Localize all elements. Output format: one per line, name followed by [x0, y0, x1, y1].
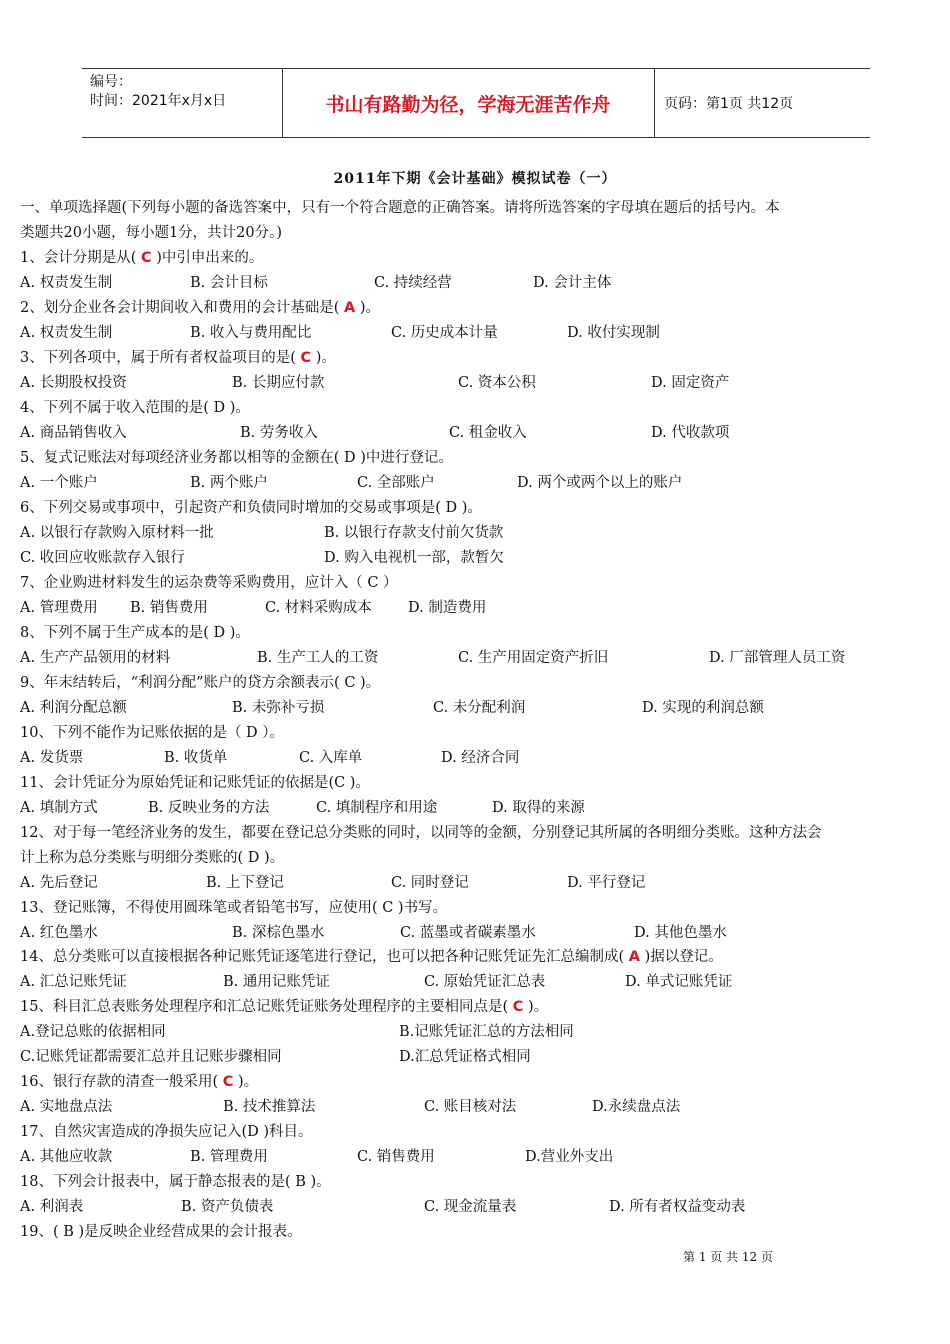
option-item: B. 长期应付款: [232, 375, 325, 391]
option-item: C. 销售费用: [357, 1149, 435, 1165]
question-stem: [20, 771, 370, 792]
question-text-tail: )据以登记。: [644, 949, 723, 965]
question-text-tail: )。: [527, 999, 549, 1015]
option-item: D. 收付实现制: [567, 325, 660, 341]
option-item: C. 全部账户: [357, 475, 435, 491]
question-text: 11、会计凭证分为原始凭证和记账凭证的依据是(C )。: [20, 775, 370, 791]
question-text: 14、总分类账可以直接根据各种记账凭证逐笔进行登记，也可以把各种记账凭证先汇总编制成(: [20, 949, 625, 965]
option-item: C.记账凭证都需要汇总并且记账步骤相同: [20, 1049, 282, 1065]
question-text-tail: )中引申出来的。: [156, 250, 264, 266]
question-stem-cont: 计上称为总分类账与明细分类账的( D )。: [20, 850, 285, 866]
question-stem: [20, 671, 380, 692]
question-text-tail: )。: [237, 1074, 259, 1090]
question-stem: [20, 1170, 331, 1191]
option-item: B. 上下登记: [206, 875, 284, 891]
option-item: C. 原始凭证汇总表: [424, 974, 546, 990]
option-item: B. 销售费用: [130, 600, 208, 616]
header-page-info: 页码：第1页 共12页: [664, 96, 794, 112]
question-stem: [20, 346, 336, 367]
option-item: C. 同时登记: [391, 875, 469, 891]
option-item: B. 技术推算法: [223, 1099, 316, 1115]
option-item: D. 所有者权益变动表: [609, 1199, 746, 1215]
answer-mark: C: [222, 1074, 234, 1090]
option-item: D. 购入电视机一部，款暂欠: [324, 550, 504, 566]
question-stem: [20, 995, 548, 1016]
question-text: 16、银行存款的清查一般采用(: [20, 1074, 219, 1090]
option-item: C. 资本公积: [458, 375, 536, 391]
option-item: D. 厂部管理人员工资: [709, 650, 846, 666]
answer-mark: C: [141, 250, 152, 266]
option-item: D. 固定资产: [651, 375, 730, 391]
question-text: 18、下列会计报表中，属于静态报表的是( B )。: [20, 1174, 331, 1190]
option-item: D. 会计主体: [533, 275, 612, 291]
option-item: B. 收入与费用配比: [190, 325, 312, 341]
option-item: B. 深棕色墨水: [232, 925, 325, 941]
answer-mark: C: [512, 999, 524, 1015]
page-header: [82, 68, 870, 138]
question-text: 9、年末结转后，“利润分配”账户的贷方余额表示( C )。: [20, 675, 381, 691]
option-item: B. 劳务收入: [240, 425, 318, 441]
option-item: A. 长期股权投资: [20, 375, 127, 391]
question-text: 19、( B )是反映企业经营成果的会计报表。: [20, 1224, 302, 1240]
option-item: A. 发货票: [20, 750, 84, 766]
question-stem: [20, 1220, 302, 1241]
option-item: B. 会计目标: [190, 275, 268, 291]
option-item: A.登记总账的依据相同: [20, 1024, 166, 1040]
option-item: C. 持续经营: [374, 275, 452, 291]
question-stem: [20, 621, 250, 642]
question-text: 1、会计分期是从(: [20, 250, 137, 266]
question-text: 13、登记账簿，不得使用圆珠笔或者铅笔书写，应使用( C )书写。: [20, 900, 448, 916]
time-label: 时间：2021年x月x日: [90, 93, 227, 109]
option-item: A. 以银行存款购入原材料一批: [20, 525, 214, 541]
option-item: C. 蓝墨或者碳素墨水: [400, 925, 536, 941]
option-item: D. 实现的利润总额: [642, 700, 764, 716]
question-stem: [20, 571, 398, 592]
section-intro-line1: 一、单项选择题(下列每小题的备选答案中，只有一个符合题意的正确答案。请将所选答案的字母填在题后的括号内。本: [20, 200, 780, 216]
option-item: A. 填制方式: [20, 800, 98, 816]
section-intro-line2: 类题共20小题，每小题1分，共计20分。): [20, 225, 283, 241]
option-item: C. 未分配利润: [433, 700, 526, 716]
option-item: C. 历史成本计量: [391, 325, 498, 341]
option-item: B. 管理费用: [190, 1149, 268, 1165]
answer-mark: A: [344, 300, 356, 316]
question-text: 12、对于每一笔经济业务的发生，都要在登记总分类账的同时，以同等的金额，分别登记其所属的各明细分类账。这种方法会: [20, 825, 822, 841]
question-text: 6、下列交易或事项中，引起资产和负债同时增加的交易或事项是( D )。: [20, 500, 482, 516]
option-item: A. 权责发生制: [20, 275, 113, 291]
answer-mark: A: [628, 949, 640, 965]
number-label: 编号：: [90, 74, 132, 90]
question-stem: [20, 396, 250, 417]
option-item: B.记账凭证汇总的方法相同: [399, 1024, 574, 1040]
option-item: A. 商品销售收入: [20, 425, 127, 441]
question-stem: [20, 246, 263, 267]
option-item: D.汇总凭证格式相同: [399, 1049, 531, 1065]
page-footer: 第 1 页 共 12 页: [683, 1250, 773, 1264]
option-item: C. 填制程序和用途: [316, 800, 438, 816]
question-text: 8、下列不属于生产成本的是( D )。: [20, 625, 250, 641]
option-item: C. 材料采购成本: [265, 600, 372, 616]
question-text: 15、科目汇总表账务处理程序和汇总记账凭证账务处理程序的主要相同点是(: [20, 999, 509, 1015]
option-item: C. 现金流量表: [424, 1199, 517, 1215]
question-stem: [20, 1120, 313, 1141]
question-text: 4、下列不属于收入范围的是( D )。: [20, 400, 250, 416]
question-stem: [20, 896, 447, 917]
option-item: B. 两个账户: [190, 475, 268, 491]
header-meta: [90, 73, 280, 111]
option-item: A. 一个账户: [20, 475, 98, 491]
question-text: 2、划分企业各会计期间收入和费用的会计基础是(: [20, 300, 340, 316]
option-item: B. 生产工人的工资: [257, 650, 379, 666]
option-item: A. 先后登记: [20, 875, 98, 891]
option-item: D. 平行登记: [567, 875, 646, 891]
option-item: D. 制造费用: [408, 600, 487, 616]
option-item: A. 管理费用: [20, 600, 98, 616]
option-item: D. 两个或两个以上的账户: [517, 475, 683, 491]
option-item: D. 取得的来源: [492, 800, 585, 816]
question-text-tail: )。: [315, 350, 336, 366]
option-item: B. 通用记账凭证: [223, 974, 330, 990]
option-item: D. 代收款项: [651, 425, 730, 441]
option-item: A. 利润分配总额: [20, 700, 127, 716]
option-item: A. 其他应收款: [20, 1149, 113, 1165]
header-divider: [654, 69, 655, 137]
option-item: B. 资产负债表: [181, 1199, 274, 1215]
option-item: A. 利润表: [20, 1199, 84, 1215]
option-item: B. 收货单: [164, 750, 228, 766]
question-text: 17、自然灾害造成的净损失应记入(D )科目。: [20, 1124, 313, 1140]
option-item: B. 反映业务的方法: [148, 800, 270, 816]
exam-title: 2011年下期《会计基础》模拟试卷（一）: [333, 171, 617, 187]
option-item: A. 红色墨水: [20, 925, 98, 941]
option-item: D.营业外支出: [525, 1149, 614, 1165]
option-item: D.永续盘点法: [592, 1099, 681, 1115]
question-stem: [20, 721, 284, 742]
option-item: D. 单式记账凭证: [625, 974, 733, 990]
option-item: B. 以银行存款支付前欠货款: [324, 525, 504, 541]
question-text-tail: )。: [359, 300, 381, 316]
option-item: A. 实地盘点法: [20, 1099, 113, 1115]
header-motto: 书山有路勤为径，学海无涯苦作舟: [325, 93, 611, 116]
question-stem: [20, 945, 723, 966]
question-stem: [20, 496, 482, 517]
option-item: A. 汇总记账凭证: [20, 974, 127, 990]
option-item: A. 权责发生制: [20, 325, 113, 341]
option-item: C. 生产用固定资产折旧: [458, 650, 609, 666]
question-stem: [20, 446, 453, 467]
option-item: C. 账目核对法: [424, 1099, 517, 1115]
question-text: 7、企业购进材料发生的运杂费等采购费用，应计入（ C ）: [20, 575, 398, 591]
option-item: C. 入库单: [299, 750, 363, 766]
answer-mark: C: [300, 350, 312, 366]
question-text: 5、复式记账法对每项经济业务都以相等的金额在( D )中进行登记。: [20, 450, 453, 466]
question-text: 3、下列各项中，属于所有者权益项目的是(: [20, 350, 296, 366]
option-item: D. 经济合同: [441, 750, 520, 766]
question-text: 10、下列不能作为记账依据的是（ D ）。: [20, 725, 285, 741]
question-stem: [20, 821, 821, 842]
question-stem: [20, 296, 380, 317]
option-item: B. 未弥补亏损: [232, 700, 325, 716]
option-item: C. 收回应收账款存入银行: [20, 550, 185, 566]
question-stem: [20, 1070, 258, 1091]
option-item: D. 其他色墨水: [634, 925, 727, 941]
option-item: A. 生产产品领用的材料: [20, 650, 171, 666]
option-item: C. 租金收入: [449, 425, 527, 441]
